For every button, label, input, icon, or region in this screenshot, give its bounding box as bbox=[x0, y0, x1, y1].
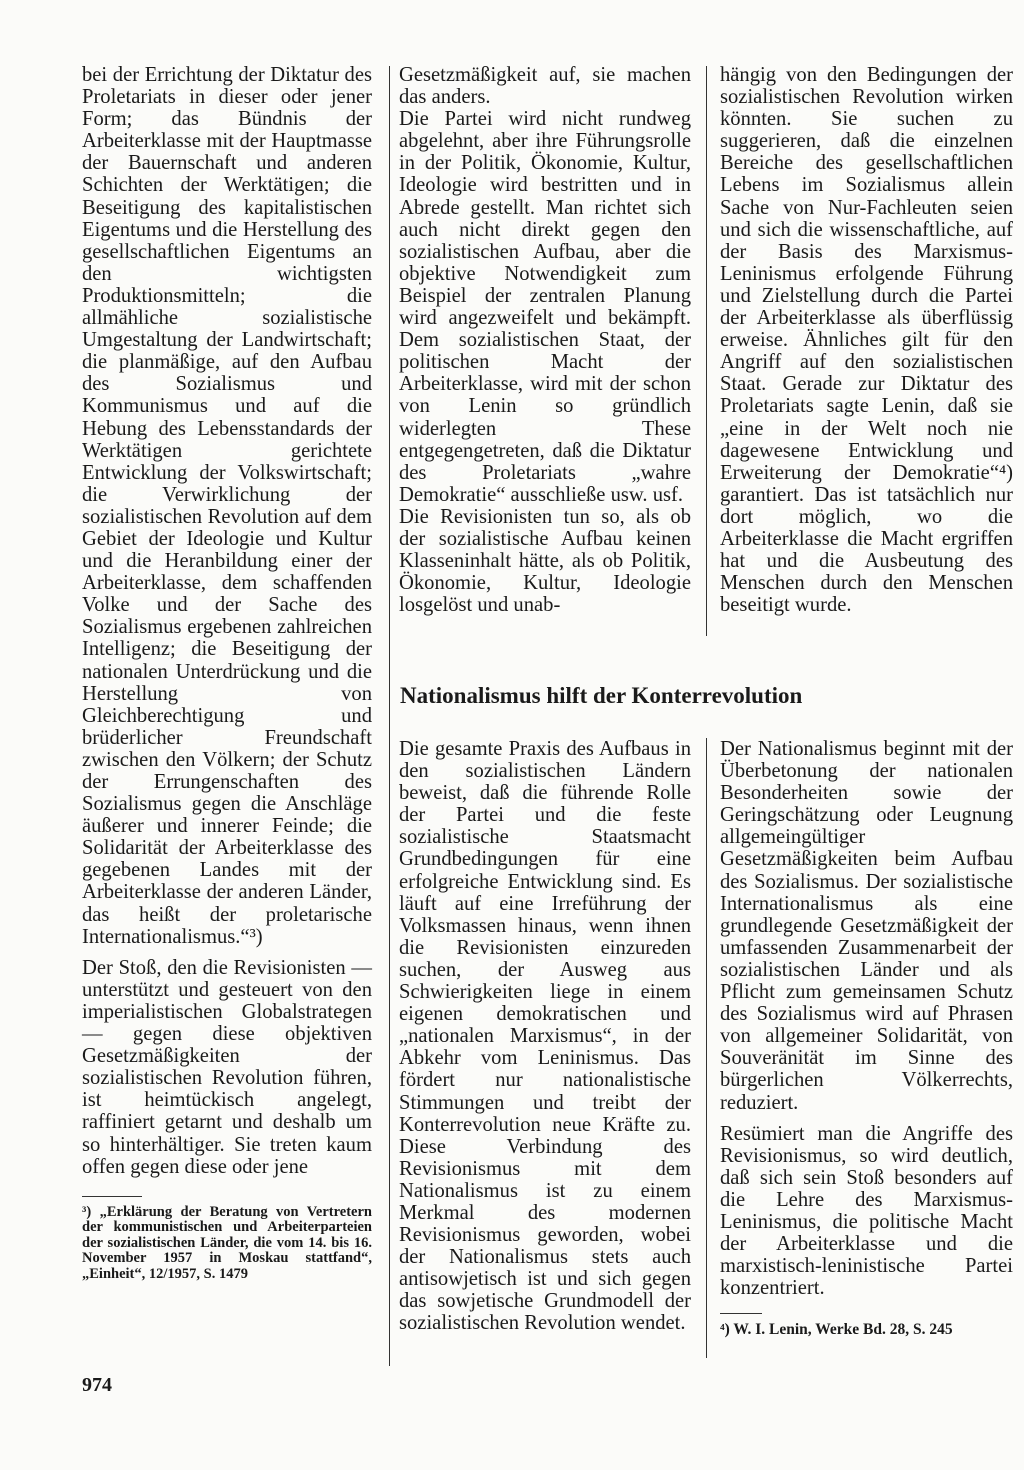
footnote-rule-2 bbox=[720, 1313, 762, 1314]
footnote-3: ³) „Erklärung der Beratung von Vertretern der kommunistischen und Arbeiterparteien der sozialistischen Länder, die vom 14. bis 16. November 1957 in Moskau stattfand“, „Einheit“, 12/1957, S. 1479 bbox=[82, 1203, 372, 1283]
col1-paragraph-2: Der Stoß, den die Revisionisten — unterstützt und gesteuert von den imperialistischen Globalstrategen — gegen diese objektiven Gesetzmäßigkeiten der sozialistischen Revolution führen, ist heimtückisch angelegt, raffiniert getarnt und deshalb um so hinterhältiger. Sie treten kaum offen gegen diese oder jene bbox=[82, 956, 372, 1178]
col2-paragraph-1: Gesetzmäßigkeit auf, sie machen das anders. bbox=[399, 64, 691, 109]
section-paragraph-1: Die gesamte Praxis des Aufbaus in den sozialistischen Ländern beweist, daß die führende Rolle der Partei und die feste sozialistische Staatsmacht Grundbedingungen für eine erfolgreiche Entwicklung sind. Es läuft auf eine Irreführung der Volksmassen hinaus, wenn ihnen die Revisionisten einzureden suchen, der Ausweg aus Schwierigkeiten liege in einem eigenen demokratischen und „nationalen Marxismus“, in der Abkehr vom Leninismus. Das fördert nur nationalistische Stimmungen und treibt der Konterrevolution neue Kräfte zu. Diese Verbindung des Revisionismus mit dem Nationalismus ist zu einem Merkmal des modernen Revisionismus geworden, wobei der Nationalismus stets auch antisowjetisch ist und sich gegen das sowjetische Grundmodell der sozialistischen Revolution wendet. bbox=[399, 738, 691, 1335]
section-paragraph-3: Resümiert man die Angriffe des Revisionismus, so wird deutlich, daß sich sein Stoß besonders auf die Lehre des Marxismus-Leninismus, die politische Macht der Arbeiterklasse und die marxistisch-leninistische Partei konzentriert. bbox=[720, 1122, 1013, 1300]
footnote-rule bbox=[82, 1196, 142, 1197]
column-rule-1 bbox=[389, 66, 390, 1366]
section-column-right bbox=[720, 738, 1013, 1338]
col1-paragraph-1: bei der Errichtung der Diktatur des Proletariats in dieser oder jener Form; das Bündnis der Arbeiterklasse mit der Hauptmasse der Bauernschaft und anderen Schichten der Werktätigen; die Beseitigung des kapitalistischen Eigentums und die Herstellung des gesellschaftlichen Eigentums an den wichtigsten Produktionsmitteln; die allmähliche sozialistische Umgestaltung der Landwirtschaft; die planmäßige, auf den Aufbau des Sozialismus und Kommunismus und auf die Hebung des Lebensstandards der Werktätigen gerichtete Entwicklung der Volkswirtschaft; die Verwirklichung der sozialistischen Revolution auf dem Gebiet der Ideologie und Kultur und die Heranbildung einer der Arbeiterklasse, dem schaffenden Volke und der Sache des Sozialismus ergebenen zahlreichen Intelligenz; die Beseitigung der nationalen Unterdrückung und die Herstellung von Gleichberechtigung und brüderlicher Freundschaft zwischen den Völkern; der Schutz der Errungenschaften des Sozialismus gegen die Anschläge äußerer und innerer Feinde; die Solidarität der Arbeiterklasse des gegebenen Landes mit der Arbeiterklasse der anderen Länder, das heißt der proletarische Internationalismus.“³) bbox=[82, 64, 372, 948]
section-column-left bbox=[399, 738, 691, 1335]
footnote-4: ⁴) W. I. Lenin, Werke Bd. 28, S. 245 bbox=[720, 1321, 953, 1339]
section-paragraph-2: Der Nationalismus beginnt mit der Überbetonung der nationalen Besonderheiten sowie der Geringschätzung oder Leugnung allgemeingültiger Gesetzmäßigkeiten beim Aufbau des Sozialismus. Der sozialistische Internationalismus als eine grundlegende Gesetzmäßigkeit der umfassenden Zusammenarbeit der sozialistischen Länder und als Pflicht zum gemeinsamen Schutz des Sozialismus wird auf Phrasen von allgemeiner Solidarität, von Souveränität im Sinne des bürgerlichen Völkerrechts, reduziert. bbox=[720, 738, 1013, 1114]
col2-paragraph-2: Die Partei wird nicht rundweg abgelehnt, aber ihre Führungsrolle in der Politik, Ökonomie, Kultur, Ideologie wird bestritten und in Abrede gestellt. Man richtet sich auch nicht direkt gegen den sozialistischen Aufbau, aber die objektive Notwendigkeit zum Beispiel der zentralen Planung wird angezweifelt und bekämpft. Dem sozialistischen Staat, der politischen Macht der Arbeiterklasse, wird mit der schon von Lenin so gründlich widerlegten These entgegengetreten, daß die Diktatur des Proletariats „wahre Demokratie“ ausschließe usw. usf. bbox=[399, 108, 691, 506]
column-middle bbox=[399, 64, 691, 616]
col3-paragraph-1: hängig von den Bedingungen der sozialistischen Revolution wirken könnten. Sie suchen zu suggerieren, daß die einzelnen Bereiche des gesellschaftlichen Lebens im Sozialismus allein Sache von Nur-Fachleuten seien und sich die wissenschaftliche, auf der Basis des Marxismus-Leninismus erfolgende Führung und Zielstellung durch die Partei der Arbeiterklasse als überflüssig erweise. Ähnliches gilt für den Angriff auf den sozialistischen Staat. Gerade zur Diktatur des Proletariats sagte Lenin, daß sie „eine in der Welt noch nie dagewesene Entwicklung und Erweiterung der Demokratie“⁴) garantiert. Das ist tatsächlich nur dort möglich, wo die Arbeiterklasse die Macht ergriffen hat und die Ausbeutung des Menschen durch den Menschen beseitigt wurde. bbox=[720, 64, 1013, 617]
column-left bbox=[82, 64, 372, 1283]
column-rule-2 bbox=[706, 66, 707, 636]
column-right bbox=[720, 64, 1013, 616]
col2-paragraph-3: Die Revisionisten tun so, als ob der sozialistische Aufbau keinen Klasseninhalt hätte, als ob Politik, Ökonomie, Kultur, Ideologie losgelöst und unab- bbox=[399, 505, 691, 617]
section-heading: Nationalismus hilft der Konterrevolution bbox=[400, 683, 803, 708]
page-number: 974 bbox=[82, 1374, 112, 1396]
column-rule-3 bbox=[706, 738, 707, 1358]
